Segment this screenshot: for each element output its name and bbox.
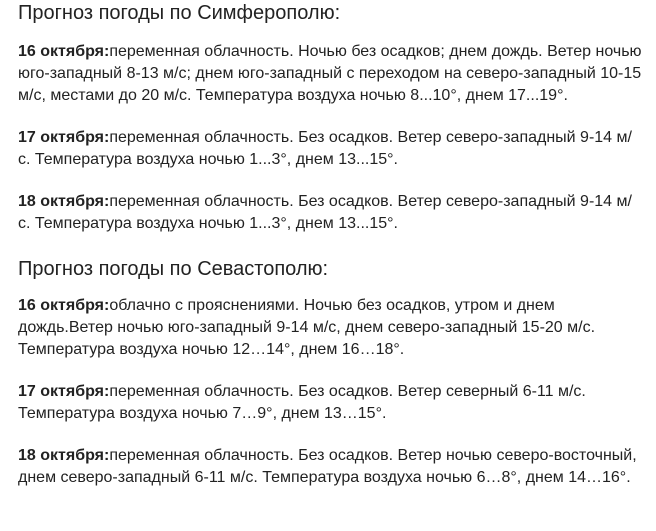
forecast-date: 17 октября:	[18, 383, 110, 400]
forecast-text: переменная облачность. Без осадков. Ветер северо-западный 9-14 м/с. Температура воздуха ночью 1...3°, днем 13...15°.	[18, 129, 632, 168]
forecast-entry-simferopol-oct17	[18, 127, 642, 171]
forecast-entry-simferopol-oct18	[18, 191, 642, 235]
forecast-date: 16 октября:	[18, 43, 110, 60]
sevastopol-forecast-title: Прогноз погоды по Севастополю:	[18, 258, 329, 280]
forecast-text: переменная облачность. Без осадков. Ветер северо-западный 9-14 м/с. Температура воздуха ночью 1...3°, днем 13...15°.	[18, 193, 632, 232]
simferopol-forecast-title: Прогноз погоды по Симферополю:	[18, 2, 341, 24]
forecast-text: переменная облачность. Ночью без осадков; днем дождь. Ветер ночью юго-западный 8-13 м/с; днем юго-западный с переходом на северо-западный 10-15 м/с, местами до 20 м/с. Температура воздуха ночью 8...10°, днем 17...19°.	[18, 43, 642, 104]
forecast-date: 18 октября:	[18, 193, 110, 210]
forecast-text: облачно с прояснениями. Ночью без осадков, утром и днем дождь.Ветер ночью юго-западный 9-14 м/с, днем северо-западный 15-20 м/с. Температура воздуха ночью 12…14°, днем 16…18°.	[18, 297, 596, 358]
forecast-text: переменная облачность. Без осадков. Ветер северный 6-11 м/с. Температура воздуха ночью 7…9°, днем 13…15°.	[18, 383, 586, 422]
forecast-text: переменная облачность. Без осадков. Ветер ночью северо-восточный, днем северо-западный 6-11 м/с. Температура воздуха ночью 6…8°, днем 14…16°.	[18, 447, 637, 486]
forecast-entry-sevastopol-oct18	[18, 445, 642, 489]
forecast-entry-sevastopol-oct16	[18, 295, 642, 361]
forecast-entry-sevastopol-oct17	[18, 381, 642, 425]
forecast-date: 18 октября:	[18, 447, 110, 464]
forecast-date: 16 октября:	[18, 297, 110, 314]
forecast-entry-simferopol-oct16	[18, 41, 642, 107]
forecast-date: 17 октября:	[18, 129, 110, 146]
